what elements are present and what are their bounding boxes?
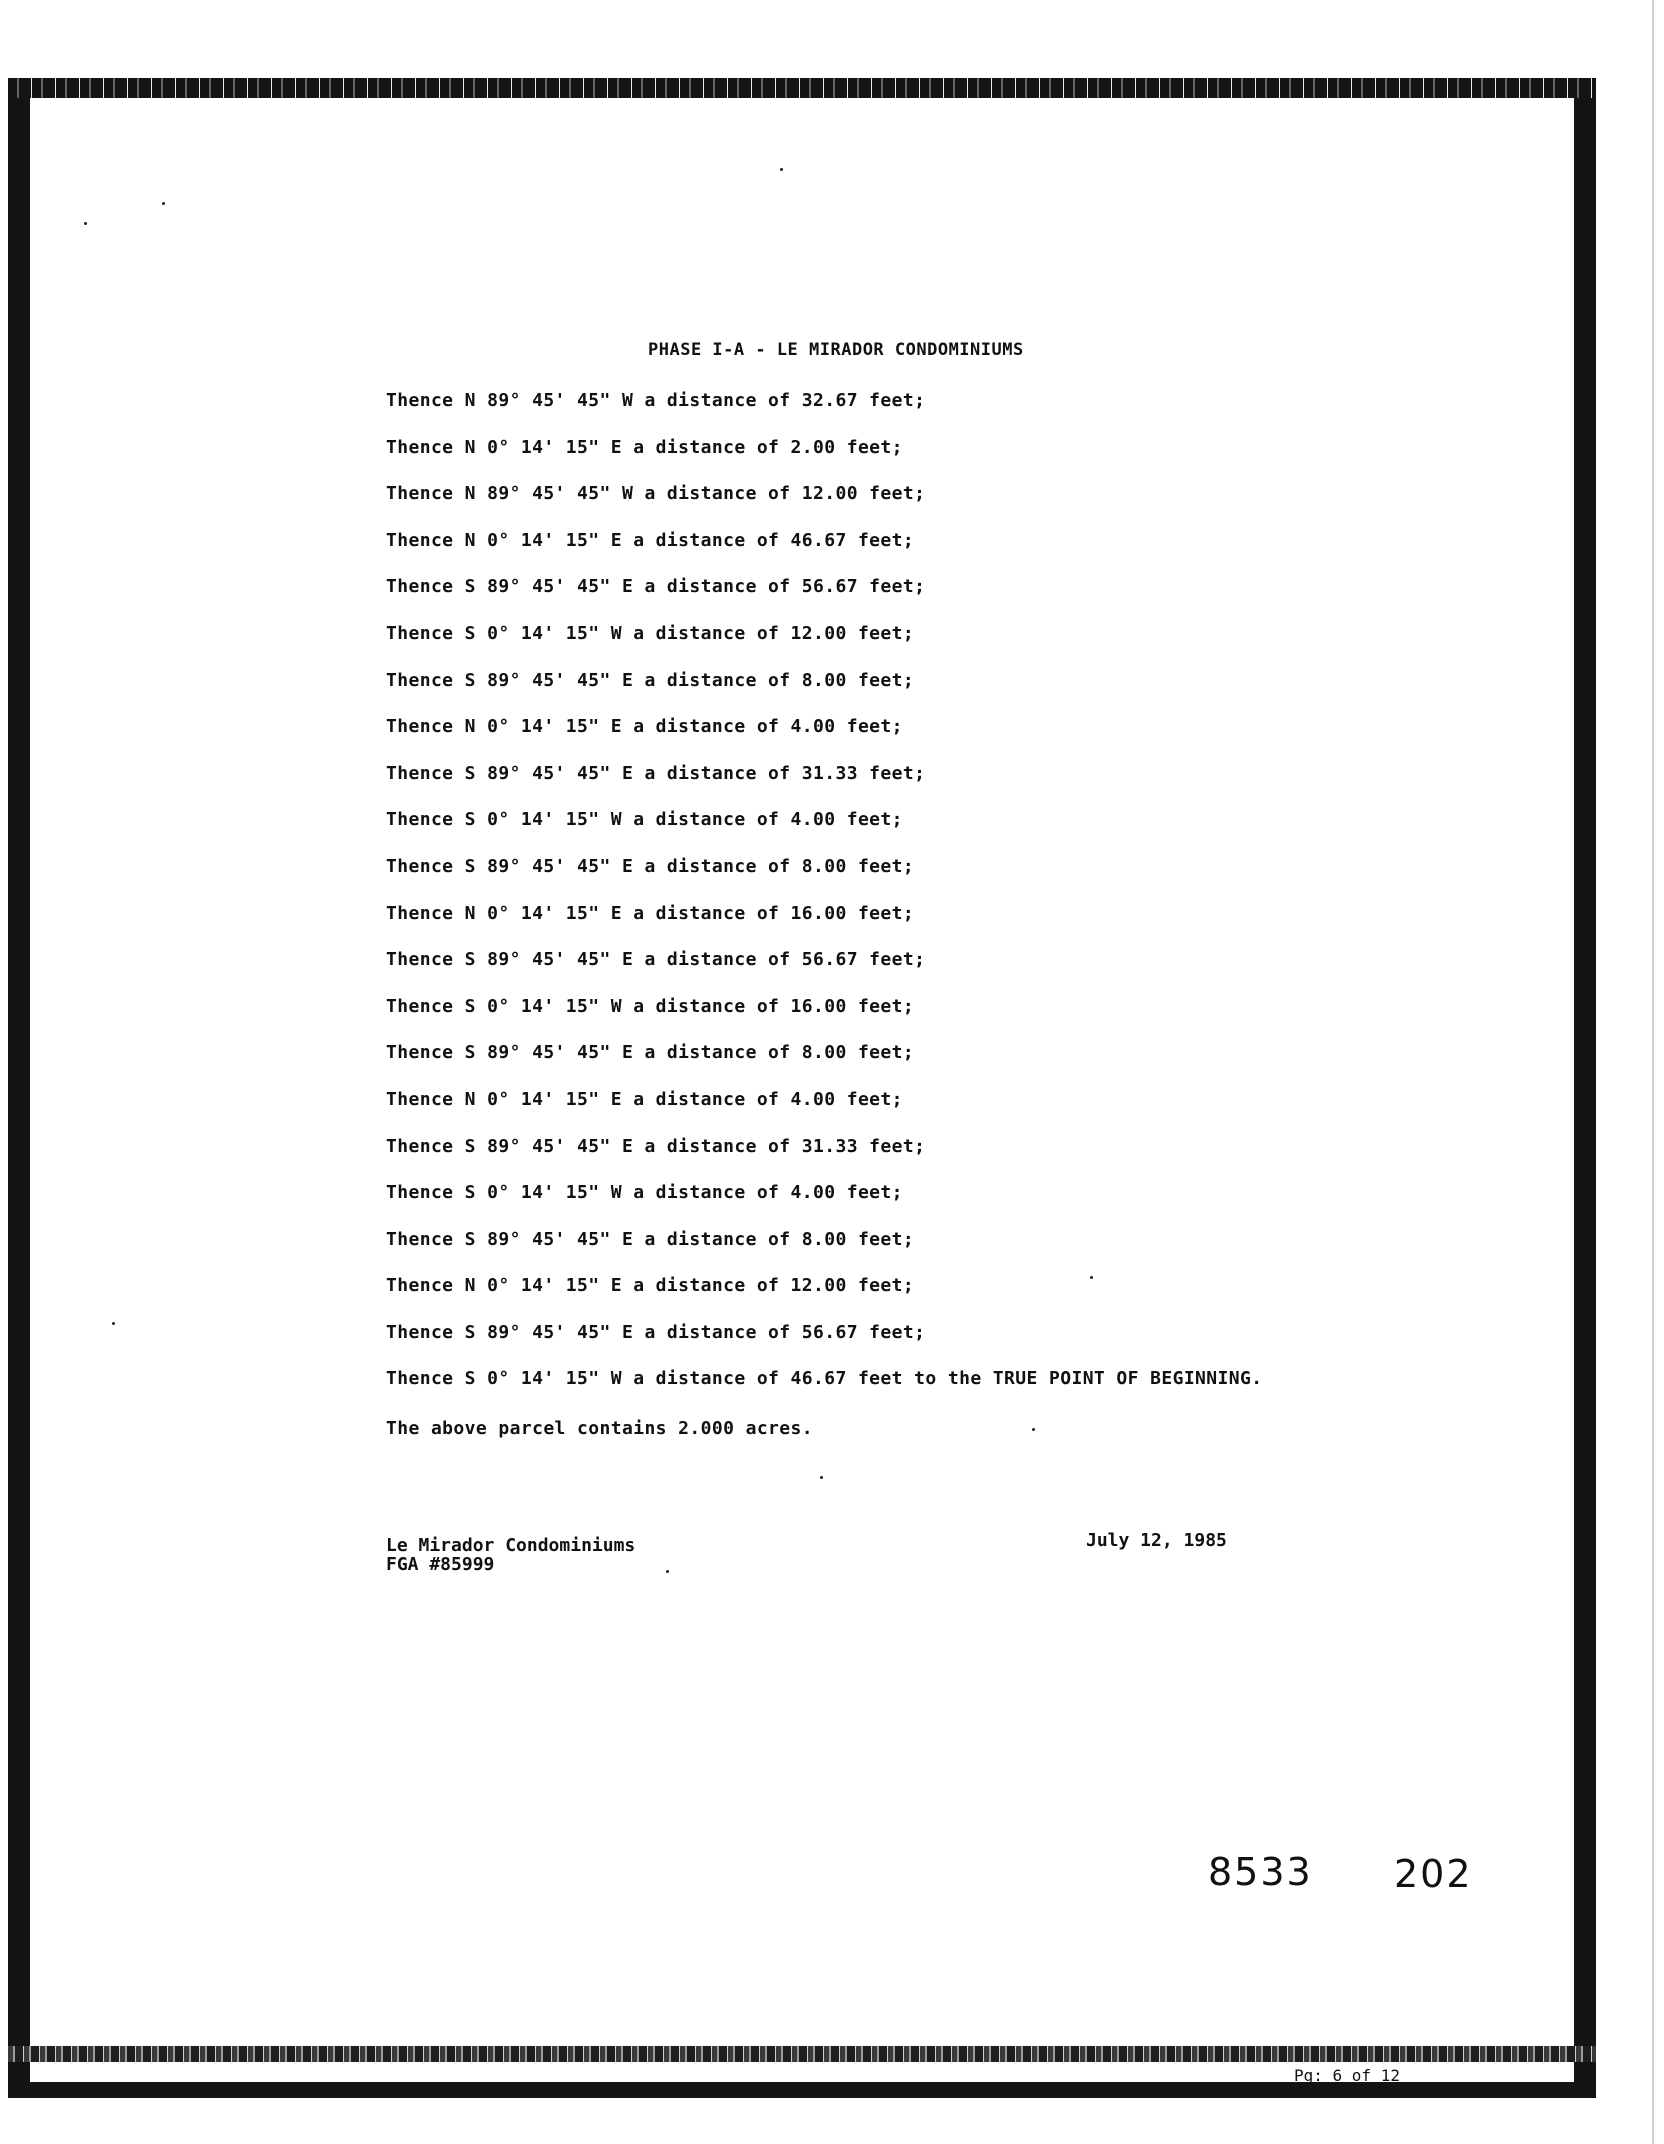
record-page-number: 202 bbox=[1394, 1852, 1473, 1896]
course-line: Thence N 0° 14' 15" E a distance of 4.00 feet; bbox=[386, 716, 903, 738]
document-heading: PHASE I-A - LE MIRADOR CONDOMINIUMS bbox=[648, 340, 1024, 360]
scan-speck bbox=[162, 202, 165, 205]
document-date: July 12, 1985 bbox=[1086, 1530, 1227, 1551]
course-line: Thence S 89° 45' 45" E a distance of 31.33 feet; bbox=[386, 762, 926, 784]
course-line: Thence S 0° 14' 15" W a distance of 12.00 feet; bbox=[386, 622, 915, 644]
scan-speck bbox=[1090, 1276, 1093, 1279]
course-line: Thence N 0° 14' 15" E a distance of 2.00 feet; bbox=[386, 436, 903, 458]
record-book-number: 8533 bbox=[1208, 1850, 1313, 1894]
course-line: Thence N 0° 14' 15" E a distance of 12.00 feet; bbox=[386, 1275, 915, 1297]
scan-speck bbox=[666, 1570, 669, 1573]
course-line: Thence S 89° 45' 45" E a distance of 8.00 feet; bbox=[386, 855, 915, 877]
scan-frame-bottom-edge bbox=[8, 2046, 1596, 2062]
acreage-statement: The above parcel contains 2.000 acres. bbox=[386, 1418, 814, 1439]
course-line: Thence S 0° 14' 15" W a distance of 4.00 feet; bbox=[386, 809, 903, 831]
metes-and-bounds-list bbox=[386, 390, 1262, 1415]
course-line: Thence N 0° 14' 15" E a distance of 16.00 feet; bbox=[386, 902, 915, 924]
course-line: Thence S 0° 14' 15" W a distance of 16.00 feet; bbox=[386, 995, 915, 1017]
course-line: Thence S 89° 45' 45" E a distance of 8.00 feet; bbox=[386, 1228, 915, 1250]
course-line: Thence S 0° 14' 15" W a distance of 4.00 feet; bbox=[386, 1182, 903, 1204]
course-line: Thence N 89° 45' 45" W a distance of 12.00 feet; bbox=[386, 483, 926, 505]
project-name: Le Mirador Condominiums bbox=[386, 1535, 636, 1556]
scan-speck bbox=[112, 1322, 115, 1325]
scan-speck bbox=[84, 222, 87, 225]
page-indicator: Pg: 6 of 12 bbox=[1294, 2066, 1400, 2085]
course-line: Thence S 0° 14' 15" W a distance of 46.67 feet to the TRUE POINT OF BEGINNING. bbox=[386, 1368, 1263, 1390]
project-block bbox=[386, 1536, 635, 1574]
course-line: Thence S 89° 45' 45" E a distance of 56.67 feet; bbox=[386, 1321, 926, 1343]
scan-speck bbox=[1032, 1428, 1035, 1431]
scan-speck bbox=[780, 168, 783, 171]
course-line: Thence N 0° 14' 15" E a distance of 4.00 feet; bbox=[386, 1088, 903, 1110]
course-line: Thence S 89° 45' 45" E a distance of 56.67 feet; bbox=[386, 576, 926, 598]
course-line: Thence N 0° 14' 15" E a distance of 46.67 feet; bbox=[386, 529, 915, 551]
course-line: Thence S 89° 45' 45" E a distance of 8.00 feet; bbox=[386, 1042, 915, 1064]
right-edge-rule bbox=[1652, 0, 1654, 2144]
course-line: Thence S 89° 45' 45" E a distance of 8.00 feet; bbox=[386, 669, 915, 691]
project-number: FGA #85999 bbox=[386, 1554, 495, 1575]
scan-frame-top-edge bbox=[8, 78, 1596, 98]
course-line: Thence S 89° 45' 45" E a distance of 56.67 feet; bbox=[386, 949, 926, 971]
course-line: Thence N 89° 45' 45" W a distance of 32.67 feet; bbox=[386, 390, 926, 411]
scan-speck bbox=[820, 1476, 823, 1479]
course-line: Thence S 89° 45' 45" E a distance of 31.33 feet; bbox=[386, 1135, 926, 1157]
